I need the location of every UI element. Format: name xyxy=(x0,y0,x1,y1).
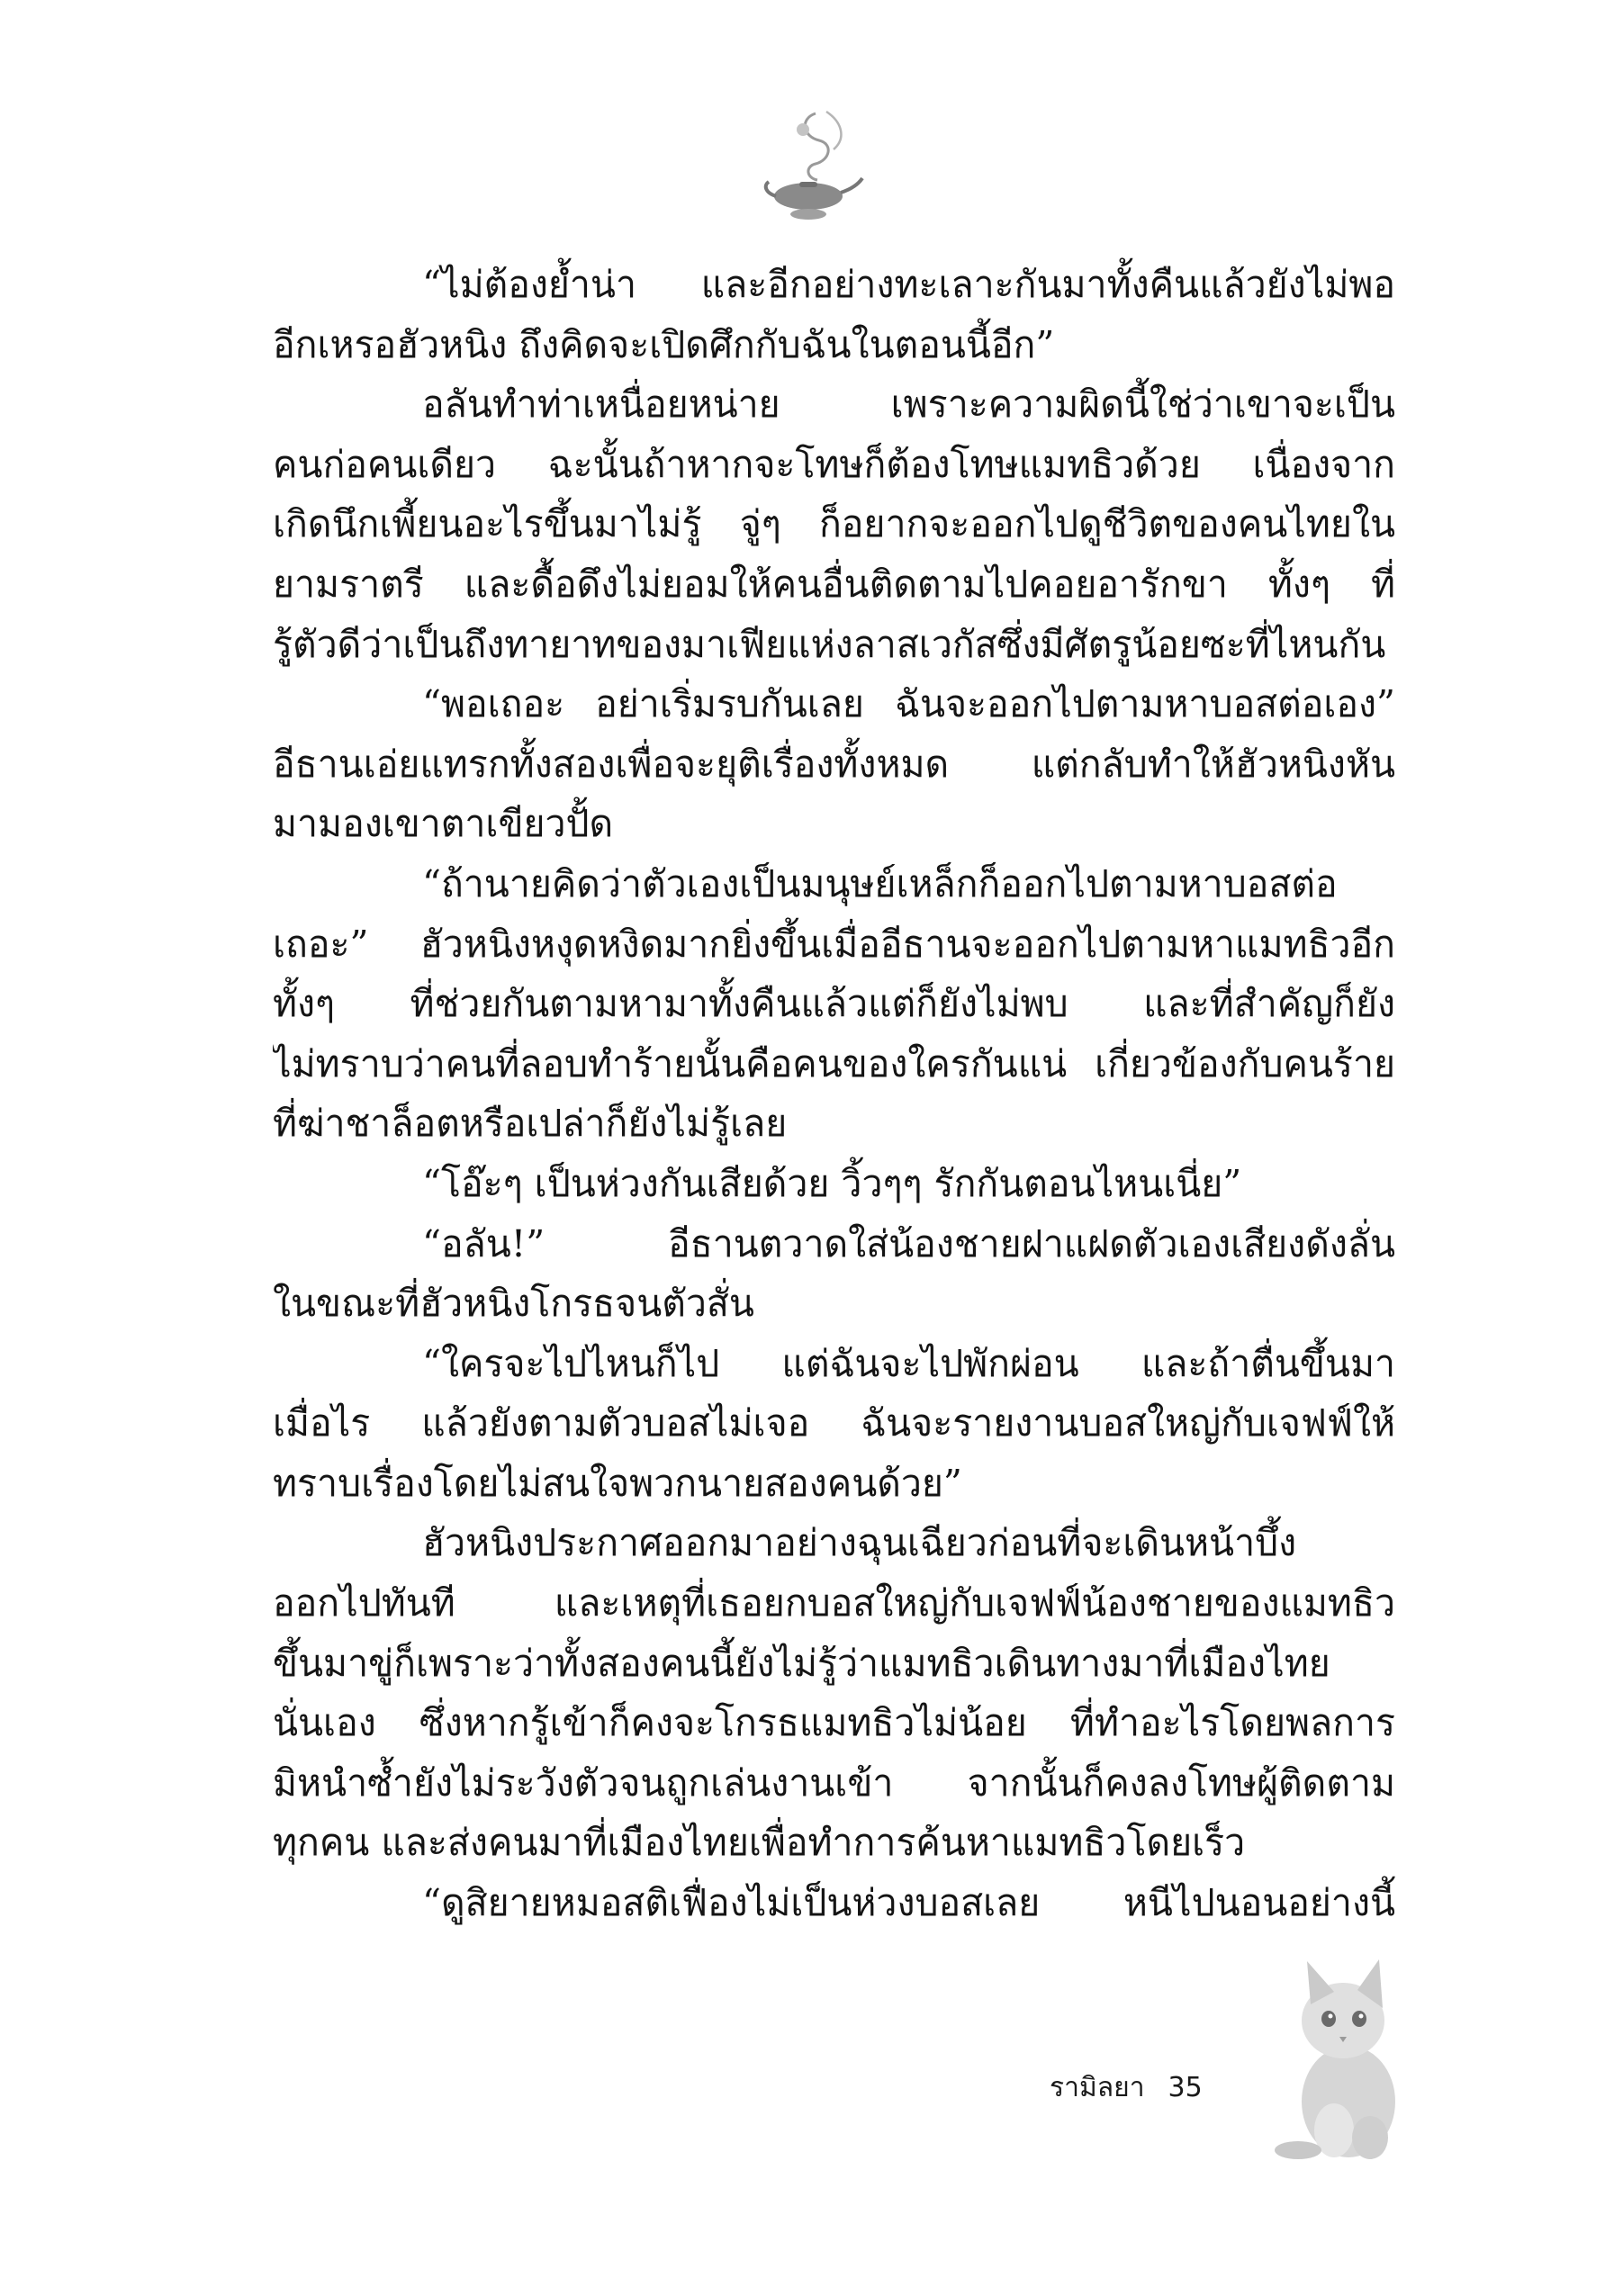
text-line: ขึ้นมาขู่ก็เพราะว่าทั้งสองคนนี้ยังไม่รู้ว่าแมทธิวเดินทางมาที่เมืองไทย xyxy=(273,1641,1330,1685)
author-name: รามิลยา xyxy=(1050,2072,1145,2103)
text-line: เกิดนึกเพี้ยนอะไรขึ้นมาไม่รู้ จู่ๆ ก็อยากจะออกไปดูชีวิตของคนไทยใน xyxy=(273,502,1395,546)
text-line: “พอเถอะ อย่าเริ่มรบกันเลย ฉันจะออกไปตามหาบอสต่อเอง” xyxy=(422,682,1395,726)
text-line: รู้ตัวดีว่าเป็นถึงทายาทของมาเฟียแห่งลาสเวกัสซึ่งมีศัตรูน้อยซะที่ไหนกัน xyxy=(273,622,1386,666)
text-line: “โอ๊ะๆ เป็นห่วงกันเสียด้วย วิ้วๆๆ รักกันตอนไหนเนี่ย” xyxy=(422,1161,1242,1205)
text-line: “ถ้านายคิดว่าตัวเองเป็นมนุษย์เหล็กก็ออกไปตามหาบอสต่อ xyxy=(422,861,1338,905)
text-line: ออกไปทันที และเหตุที่เธอยกบอสใหญ่กับเจฟฟ์น้องชายของแมทธิว xyxy=(273,1581,1395,1625)
text-line: “ดูสิยายหมอสติเฟื่องไม่เป็นห่วงบอสเลย หนีไปนอนอย่างนี้ xyxy=(422,1881,1395,1925)
text-line: “ไม่ต้องย้ำน่า และอีกอย่างทะเลาะกันมาทั้งคืนแล้วยังไม่พอ xyxy=(422,263,1395,306)
text-line: อีธานเอ่ยแทรกทั้งสองเพื่อจะยุติเรื่องทั้งหมด แต่กลับทำให้ฮัวหนิงหัน xyxy=(273,742,1395,786)
text-line: “อลัน!” อีธานตวาดใส่น้องชายฝาแฝดตัวเองเสียงดังลั่น xyxy=(422,1221,1395,1265)
text-line: ทราบเรื่องโดยไม่สนใจพวกนายสองคนด้วย” xyxy=(273,1461,962,1505)
text-line: ในขณะที่ฮัวหนิงโกรธจนตัวสั่น xyxy=(273,1282,754,1326)
text-line: นั่นเอง ซึ่งหากรู้เข้าก็คงจะโกรธแมทธิวไม่น้อย ที่ทำอะไรโดยพลการ xyxy=(273,1701,1395,1745)
text-line: ที่ฆ่าชาล็อตหรือเปล่าก็ยังไม่รู้เลย xyxy=(273,1102,788,1146)
text-line: ฮัวหนิงประกาศออกมาอย่างฉุนเฉียวก่อนที่จะเดินหน้าบึ้ง xyxy=(422,1521,1297,1565)
page-footer xyxy=(1050,2066,1203,2110)
text-line: คนก่อคนเดียว ฉะนั้นถ้าหากจะโทษก็ต้องโทษแมทธิวด้วย เนื่องจาก xyxy=(273,442,1395,486)
text-line: ทั้งๆ ที่ช่วยกันตามหามาทั้งคืนแล้วแต่ก็ยังไม่พบ และที่สำคัญก็ยัง xyxy=(273,982,1395,1026)
text-line: ทุกคน และส่งคนมาที่เมืองไทยเพื่อทำการค้นหาแมทธิวโดยเร็ว xyxy=(273,1821,1246,1865)
text-line: อีกเหรอฮัวหนิง ถึงคิดจะเปิดศึกกับฉันในตอนนี้อีก” xyxy=(273,322,1055,366)
text-line: มามองเขาตาเขียวปั้ด xyxy=(273,802,614,846)
page-number: 35 xyxy=(1168,2072,1203,2103)
text-line: เมื่อไร แล้วยังตามตัวบอสไม่เจอ ฉันจะรายงานบอสใหญ่กับเจฟฟ์ให้ xyxy=(273,1401,1395,1445)
text-line: “ใครจะไปไหนก็ไป แต่ฉันจะไปพักผ่อน และถ้าตื่นขึ้นมา xyxy=(422,1341,1395,1385)
text-line: ยามราตรี และดื้อดึงไม่ยอมให้คนอื่นติดตามไปคอยอารักขา ทั้งๆ ที่ xyxy=(273,562,1395,606)
text-line: อลันทำท่าเหนื่อยหน่าย เพราะความผิดนี้ใช่ว่าเขาจะเป็น xyxy=(422,383,1395,427)
kitten-icon xyxy=(1271,1922,1406,2165)
text-line: เถอะ” ฮัวหนิงหงุดหงิดมากยิ่งขึ้นเมื่ออีธานจะออกไปตามหาแมทธิวอีก xyxy=(273,922,1395,966)
text-line: ไม่ทราบว่าคนที่ลอบทำร้ายนั้นคือคนของใครกันแน่ เกี่ยวข้องกับคนร้าย xyxy=(273,1041,1395,1085)
genie-lamp-icon xyxy=(763,106,864,223)
text-line: มิหนำซ้ำยังไม่ระวังตัวจนถูกเล่นงานเข้า จากนั้นก็คงลงโทษผู้ติดตาม xyxy=(273,1760,1395,1805)
body-text xyxy=(273,255,1395,1933)
